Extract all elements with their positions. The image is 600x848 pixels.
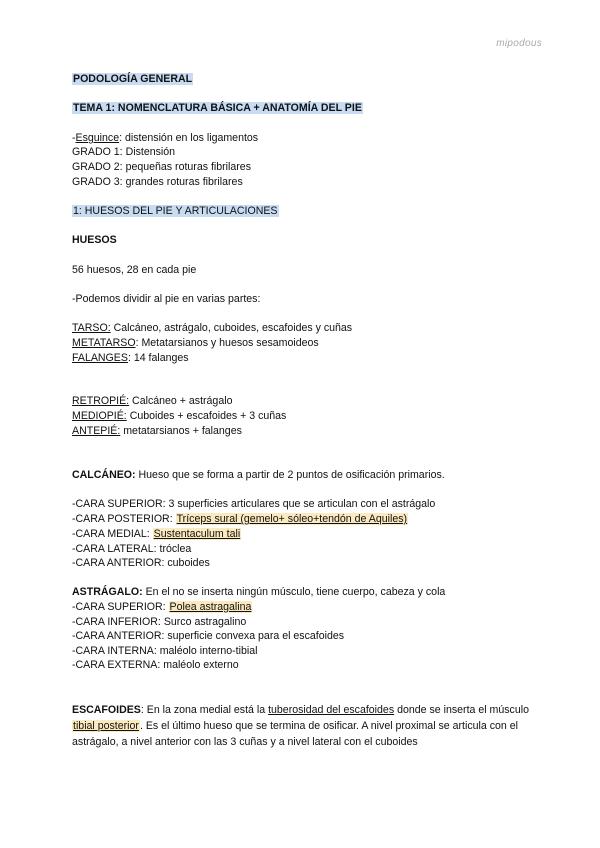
astragalo-desc: En el no se inserta ningún músculo, tiene cuerpo, cabeza y cola [142,586,446,598]
calcaneo-line: -CARA SUPERIOR: 3 superficies articulares que se articulan con el astrágalo [72,498,436,510]
calcaneo-medial-value: Sustentaculum tali [153,528,241,540]
part-line [72,351,189,365]
region-line [72,424,242,438]
part-line [72,336,319,350]
part-term: TARSO: [72,322,111,334]
calcaneo-medial-label: -CARA MEDIAL: [72,528,153,540]
part-text: Calcáneo, astrágalo, cuboides, escafoides y cuñas [110,322,353,334]
calcaneo-line [72,512,408,526]
escafoides-text: . Es el último hueso que se termina de osificar. A nivel proximal se articula con el astrágalo, a nivel anterior con las 3 cuñas y a nivel lateral con el cuboides [72,720,518,748]
topic-heading [72,101,363,115]
topic-heading-text: TEMA 1: NOMENCLATURA BÁSICA + ANATOMÍA DEL PIE [73,102,362,114]
calcaneo-posterior-value: Tríceps sural (gemelo+ sóleo+tendón de Aquiles) [176,513,408,525]
grade-line: GRADO 3: grandes roturas fibrilares [72,176,243,188]
calcaneo-title: CALCÁNEO: [72,469,136,481]
grade-line: GRADO 2: pequeñas roturas fibrilares [72,161,251,173]
escafoides-highlight: tibial posterior [73,720,139,732]
escafoides-title: ESCAFOIDES [72,704,141,716]
calcaneo-line [72,527,241,541]
huesos-heading: HUESOS [72,234,117,246]
region-line [72,394,232,408]
astragalo-superior-label: -CARA SUPERIOR: [72,601,169,613]
esguince-def: : distensión en los ligamentos [119,132,259,144]
escafoides-text: : En la zona medial está la [140,704,269,716]
calcaneo-desc: Hueso que se forma a partir de 2 puntos de osificación primarios. [135,469,445,481]
main-heading-text: PODOLOGÍA GENERAL [73,73,193,85]
watermark: mipodous [496,38,542,49]
part-line [72,321,352,335]
grade-line: GRADO 1: Distensión [72,146,176,158]
esguince-line: -Esguince: distensión en los ligamentos [72,132,259,144]
region-text: Cuboides + escafoides + 3 cuñas [126,410,287,422]
astragalo-line: -CARA INTERNA: maléolo interno-tibial [72,645,258,657]
part-text: : 14 falanges [127,352,189,364]
region-text: metatarsianos + falanges [120,425,242,437]
bone-count: 56 huesos, 28 en cada pie [72,264,197,276]
part-term: METATARSO [72,337,136,349]
astragalo-line: -CARA ANTERIOR: superficie convexa para el escafoides [72,630,345,642]
divide-line: -Podemos dividir al pie en varias partes: [72,293,261,305]
calcaneo-heading [72,468,445,482]
region-term: ANTEPIÉ: [72,425,121,437]
region-text: Calcáneo + astrágalo [129,395,233,407]
calcaneo-posterior-label: -CARA POSTERIOR: [72,513,176,525]
part-term: FALANGES [72,352,128,364]
astragalo-heading [72,585,445,599]
region-term: RETROPIÉ: [72,395,130,407]
astragalo-title: ASTRÁGALO: [72,586,143,598]
escafoides-text: donde se inserta el músculo [394,704,529,716]
main-heading [72,72,193,86]
astragalo-line [72,600,252,614]
escafoides-highlight: tuberosidad del escafoides [268,704,395,716]
astragalo-line: -CARA INFERIOR: Surco astragalino [72,616,247,628]
section-heading [72,204,279,218]
astragalo-superior-value: Polea astragalina [169,601,252,613]
calcaneo-line: -CARA LATERAL: tróclea [72,543,192,555]
astragalo-line: -CARA EXTERNA: maléolo externo [72,659,239,671]
part-text: : Metatarsianos y huesos sesamoideos [135,337,319,349]
section-heading-text: 1: HUESOS DEL PIE Y ARTICULACIONES [73,205,278,217]
esguince-term: Esguince [75,132,120,144]
region-term: MEDIOPIÉ: [72,410,127,422]
escafoides-paragraph [72,702,552,750]
region-line [72,409,286,423]
calcaneo-line: -CARA ANTERIOR: cuboides [72,557,210,569]
